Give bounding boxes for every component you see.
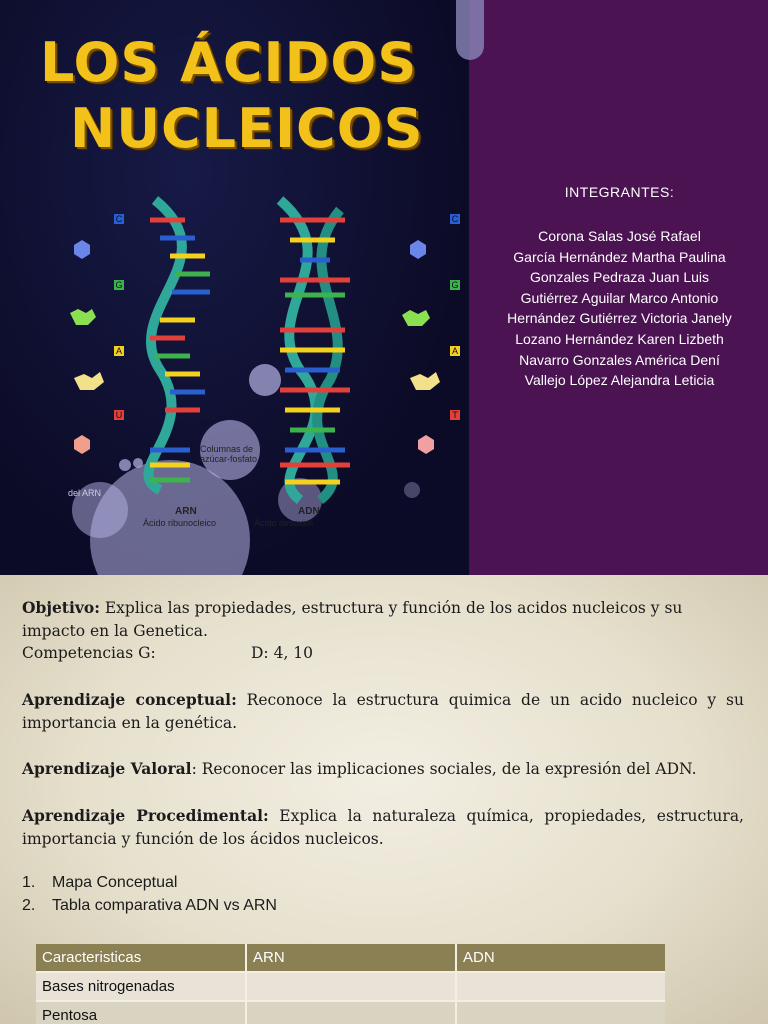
table-header: Caracteristicas <box>36 944 246 972</box>
dna-arn-diagram <box>0 170 468 575</box>
list-text: Tabla comparativa ADN vs ARN <box>52 897 277 914</box>
member-name: Gutiérrez Aguilar Marco Antonio <box>520 289 719 306</box>
arn-label: ARN <box>175 506 197 517</box>
left-base-letter: U <box>115 410 123 420</box>
comparison-table <box>36 944 665 1024</box>
right-base-letter: A <box>451 346 459 356</box>
columnas-label: Columnas de <box>200 444 254 454</box>
del-arn-label: del ARN <box>68 488 102 498</box>
decorative-arc <box>456 0 484 60</box>
table-cell <box>246 1001 456 1024</box>
objetivo-paragraph <box>22 596 744 643</box>
azucar-label: azúcar-fosfato <box>200 454 258 464</box>
member-name: García Hernández Martha Paulina <box>513 248 726 265</box>
member-name: Hernández Gutiérrez Victoria Janely <box>507 310 732 327</box>
right-base-letter: G <box>451 280 459 290</box>
table-cell: Bases nitrogenadas <box>36 972 246 1001</box>
arn-subtitle: Ácido ribunocleico <box>143 518 217 528</box>
list-item <box>22 894 277 917</box>
adn-helix <box>280 200 350 500</box>
conceptual-text: Reconoce la estructura quimica de un acido nucleico y su importancia en la genética. <box>22 691 744 732</box>
list-number: 2. <box>22 897 36 914</box>
right-base-letter: C <box>451 214 459 224</box>
competencias-line <box>22 642 744 665</box>
list-text: Mapa Conceptual <box>52 874 178 891</box>
table-header: ARN <box>246 944 456 972</box>
list-number: 1. <box>22 874 36 891</box>
table-cell <box>456 1001 665 1024</box>
decorative-bubbles <box>72 364 420 575</box>
table-header: ADN <box>456 944 665 972</box>
title-line-1: LOS ÁCIDOS <box>40 31 418 94</box>
member-name: Corona Salas José Rafael <box>538 228 701 244</box>
table-cell: Pentosa <box>36 1001 246 1024</box>
left-base-letter: C <box>115 214 123 224</box>
procedimental-label: Aprendizaje Procedimental: <box>22 806 269 825</box>
member-name: Gonzales Pedraza Juan Luis <box>530 269 709 286</box>
table-cell <box>246 972 456 1001</box>
members-list <box>470 226 768 391</box>
member-name: Lozano Hernández Karen Lizbeth <box>515 330 724 347</box>
title-line-2: NUCLEICOS <box>70 97 424 160</box>
table-row <box>36 972 665 1001</box>
table-row <box>36 1001 665 1024</box>
list-item <box>22 871 277 894</box>
left-base-letter: A <box>115 346 123 356</box>
integrantes-heading: INTEGRANTES: <box>564 184 675 200</box>
valoral-text: : Reconocer las implicaciones sociales, de la expresión del ADN. <box>191 760 697 778</box>
adn-label: ADN <box>298 506 320 517</box>
dna-illustration-panel <box>0 0 468 575</box>
member-name: Navarro Gonzales América Dení <box>519 351 720 368</box>
right-base-letter: T <box>452 410 458 420</box>
competencias-value: D: 4, 10 <box>251 644 314 662</box>
conceptual-paragraph <box>22 688 744 735</box>
objectives-slide <box>0 575 768 1024</box>
valoral-paragraph <box>22 757 744 781</box>
slide-title <box>40 30 460 162</box>
conceptual-label: Aprendizaje conceptual: <box>22 690 237 709</box>
objetivo-label: Objetivo: <box>22 598 100 617</box>
valoral-label: Aprendizaje Valoral <box>22 759 192 778</box>
integrantes-panel <box>469 0 768 575</box>
competencias-label: Competencias G: <box>22 644 156 662</box>
member-name: Vallejo López Alejandra Leticia <box>524 372 715 389</box>
procedimental-text: Explica la naturaleza química, propiedades, estructura, importancia y función de los ácidos nucleicos. <box>22 807 744 848</box>
table-cell <box>456 972 665 1001</box>
procedimental-paragraph <box>22 804 744 851</box>
table-header-row <box>36 944 665 972</box>
adn-subtitle: Ácido desoxirri <box>254 518 314 528</box>
activities-list <box>22 871 277 917</box>
left-base-letter: G <box>115 280 123 290</box>
objetivo-text: Explica las propiedades, estructura y función de los acidos nucleicos y su impacto en la Genetica. <box>22 599 683 640</box>
